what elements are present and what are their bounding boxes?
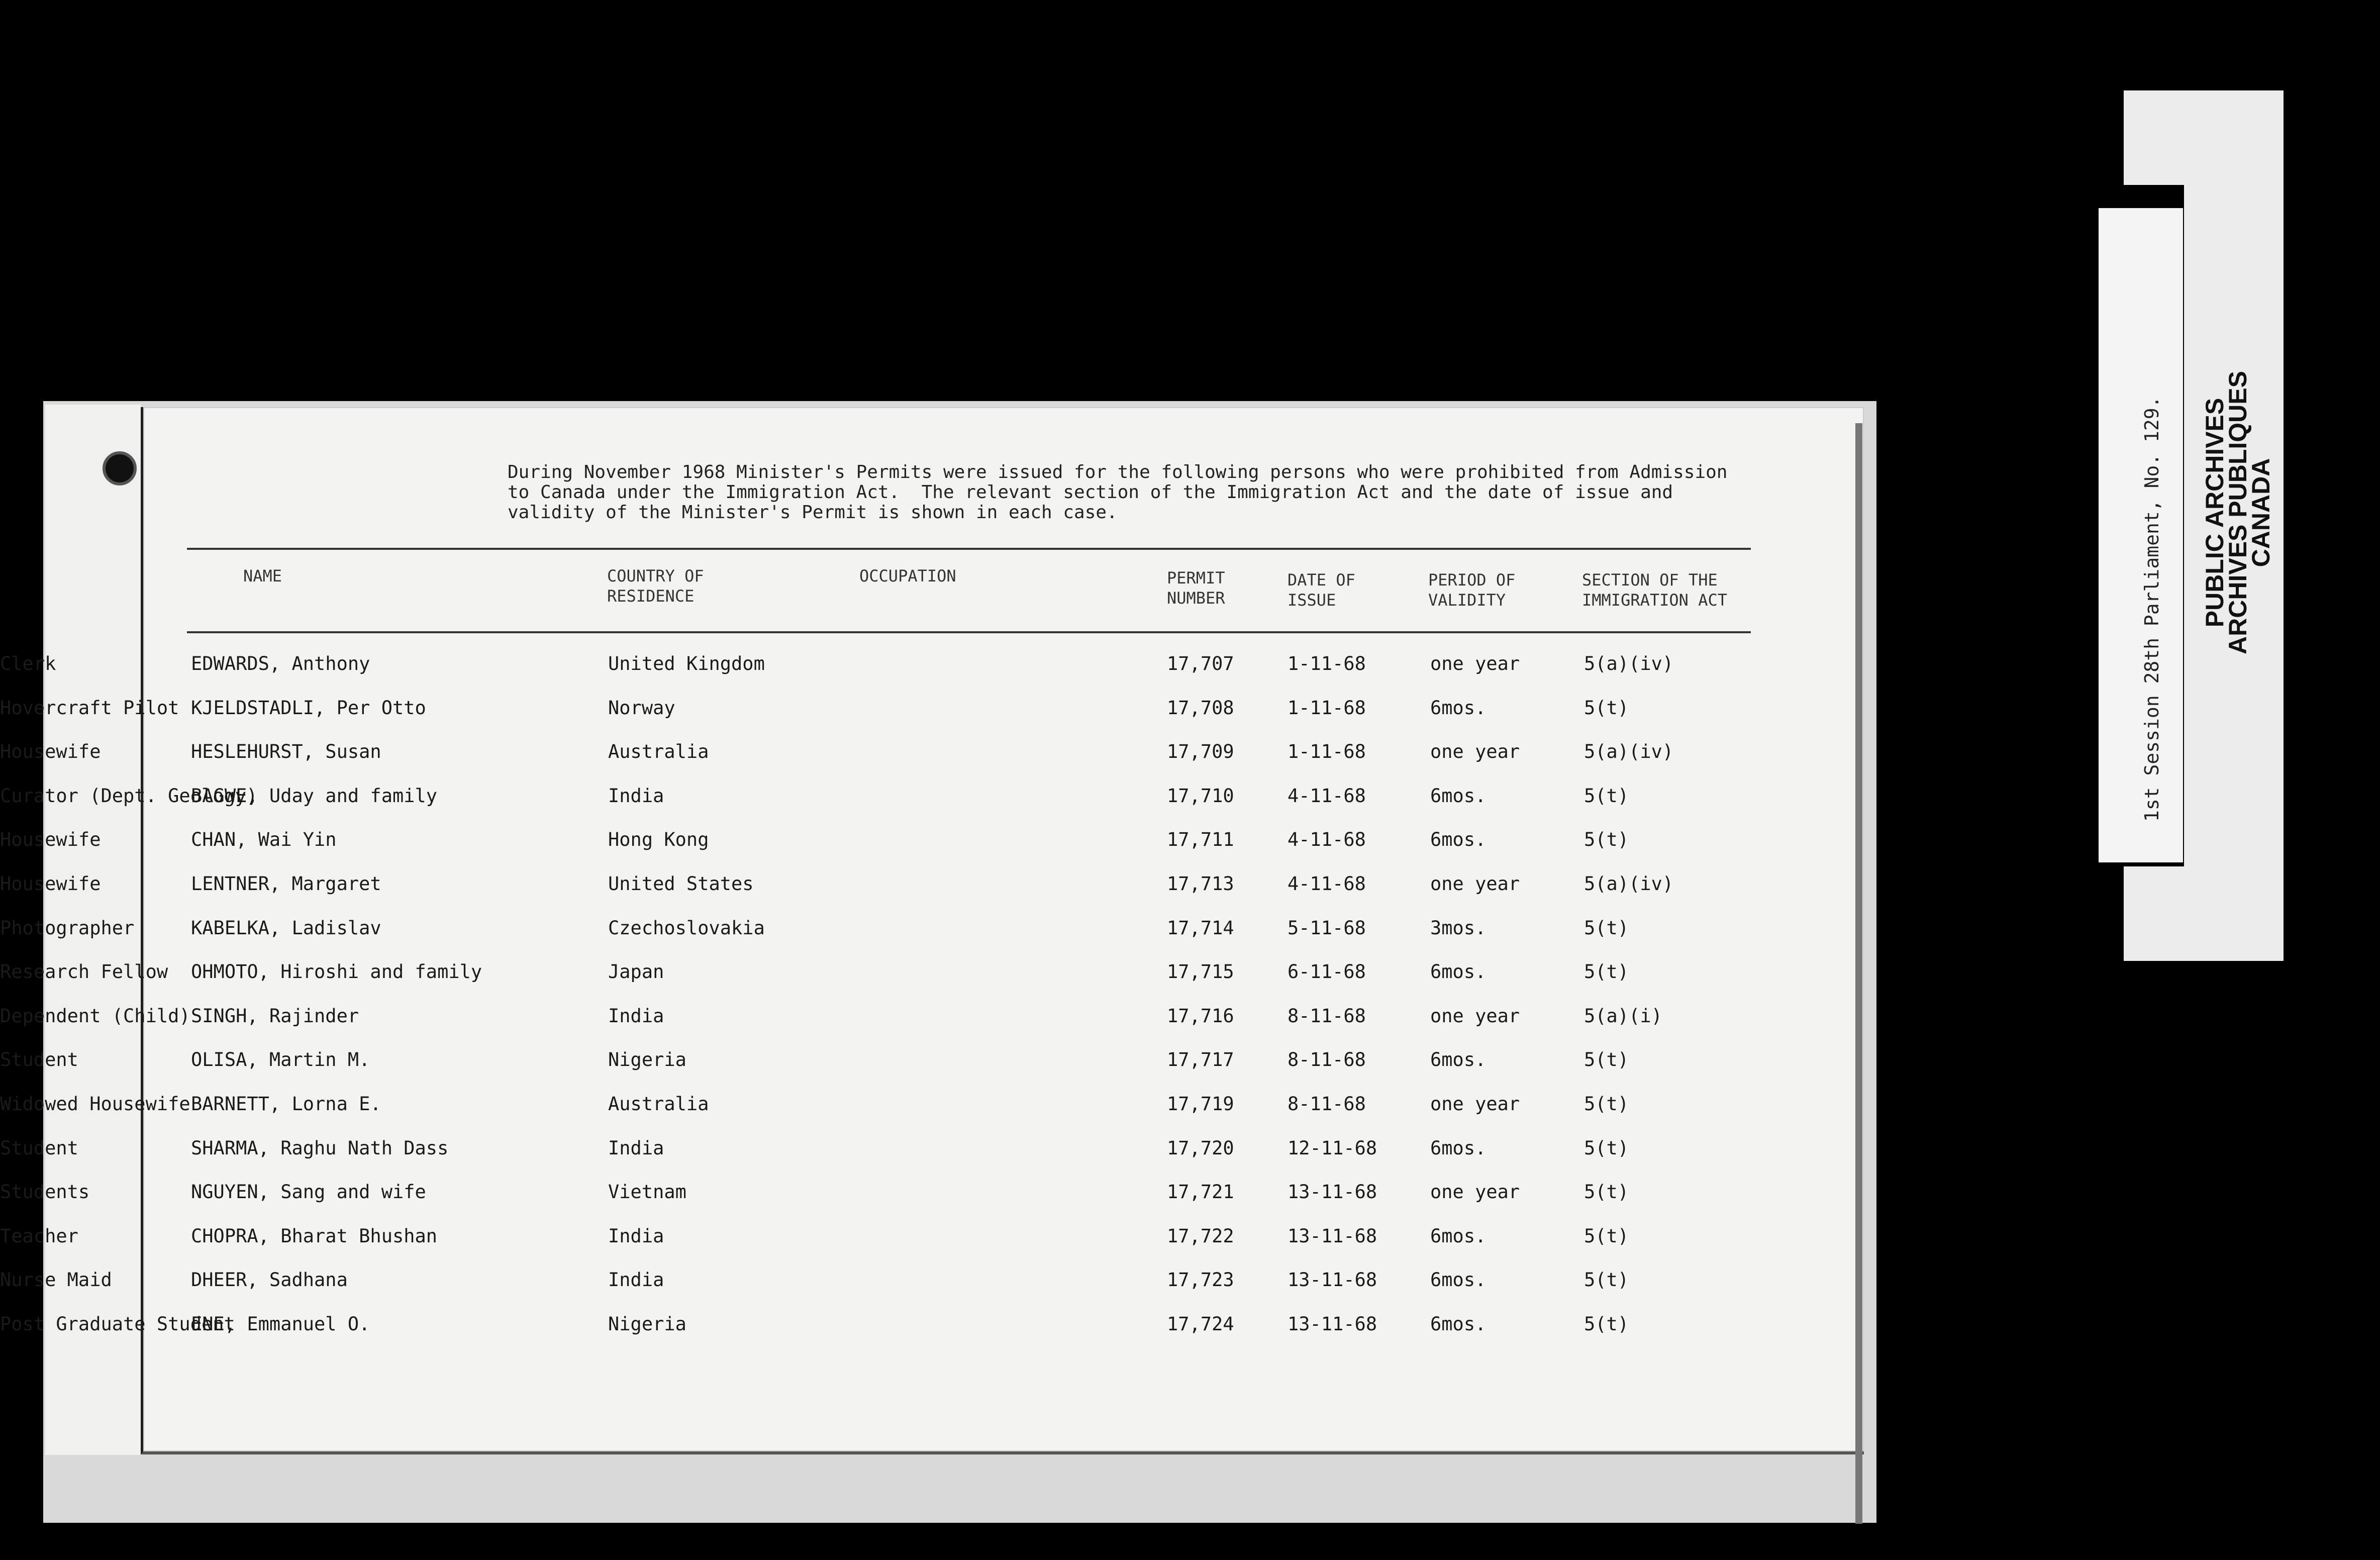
table-row (0, 739, 1861, 783)
archives-stamp (2201, 347, 2275, 678)
archives-line-3: CANADA (2247, 458, 2275, 567)
session-reference: 1st Session 28th Parliament, No. 129. (2141, 396, 2163, 822)
cell-period: 6mos. (1430, 697, 1486, 719)
cell-permit: 17,717 (1167, 1049, 1234, 1070)
cell-country: India (608, 1269, 664, 1291)
table-row (0, 1047, 1861, 1091)
cell-occupation: Research Fellow (0, 961, 168, 983)
cell-period: one year (1430, 653, 1520, 674)
cell-section: 5(a)(iv) (1584, 653, 1674, 674)
cell-name: HESLEHURST, Susan (191, 741, 381, 762)
cell-date: 1-11-68 (1287, 653, 1366, 674)
cell-permit: 17,724 (1167, 1313, 1234, 1335)
cell-country: Japan (608, 961, 664, 983)
cell-date: 1-11-68 (1287, 741, 1366, 762)
table-row (0, 916, 1861, 959)
cell-period: 6mos. (1430, 1225, 1486, 1247)
cell-name: CHOPRA, Bharat Bhushan (191, 1225, 438, 1247)
cell-country: United States (608, 873, 754, 895)
cell-date: 4-11-68 (1287, 829, 1366, 850)
cell-name: CHAN, Wai Yin (191, 829, 337, 850)
cell-date: 8-11-68 (1287, 1005, 1366, 1027)
cell-section: 5(t) (1584, 785, 1629, 807)
cell-date: 13-11-68 (1287, 1181, 1377, 1203)
cell-period: 6mos. (1430, 1049, 1486, 1070)
cell-occupation: Curator (Dept. Geology) (0, 785, 258, 807)
cell-country: United Kingdom (608, 653, 765, 674)
cell-name: OHMOTO, Hiroshi and family (191, 961, 482, 983)
cell-date: 1-11-68 (1287, 697, 1366, 719)
cell-permit: 17,713 (1167, 873, 1234, 895)
cell-name: BAGWE, Uday and family (191, 785, 438, 807)
cell-name: ENE, Emmanuel O. (191, 1313, 370, 1335)
cell-period: 6mos. (1430, 1137, 1486, 1159)
cell-occupation: Housewife (0, 873, 101, 895)
cell-country: Czechoslovakia (608, 917, 765, 939)
table-row (0, 1004, 1861, 1047)
cell-section: 5(t) (1584, 1181, 1629, 1203)
cell-section: 5(t) (1584, 1269, 1629, 1291)
punch-hole-icon (103, 451, 137, 485)
cell-period: one year (1430, 1181, 1520, 1203)
header-country: COUNTRY OF RESIDENCE (607, 566, 704, 606)
intro-paragraph: During November 1968 Minister's Permits were issued for the following persons who were prohibited from Admission to Canada under the Immigration Act. The relevant section of the Immigration Act and the date of issue and validity of the Minister's Permit is shown in each case. (508, 462, 1728, 523)
cell-name: DHEER, Sadhana (191, 1269, 348, 1291)
cell-permit: 17,710 (1167, 785, 1234, 807)
table-row (0, 1268, 1861, 1311)
cell-country: Norway (608, 697, 675, 719)
header-top-rule (187, 548, 1751, 550)
cell-country: Hong Kong (608, 829, 709, 850)
cell-date: 8-11-68 (1287, 1049, 1366, 1070)
cell-permit: 17,715 (1167, 961, 1234, 983)
cell-permit: 17,709 (1167, 741, 1234, 762)
cell-permit: 17,714 (1167, 917, 1234, 939)
cell-occupation: Teacher (0, 1225, 78, 1247)
cell-period: 6mos. (1430, 961, 1486, 983)
header-section: SECTION OF THE IMMIGRATION ACT (1582, 570, 1727, 610)
cell-period: one year (1430, 741, 1520, 762)
cell-period: one year (1430, 1005, 1520, 1027)
cell-date: 12-11-68 (1287, 1137, 1377, 1159)
cell-name: SINGH, Rajinder (191, 1005, 359, 1027)
cell-occupation: Housewife (0, 741, 101, 762)
cell-section: 5(t) (1584, 961, 1629, 983)
cell-permit: 17,720 (1167, 1137, 1234, 1159)
table-row (0, 1224, 1861, 1267)
cell-date: 13-11-68 (1287, 1225, 1377, 1247)
cell-name: LENTNER, Margaret (191, 873, 381, 895)
cell-permit: 17,722 (1167, 1225, 1234, 1247)
cell-period: 6mos. (1430, 1269, 1486, 1291)
cell-occupation: Dependent (Child) (0, 1005, 190, 1027)
cell-date: 4-11-68 (1287, 785, 1366, 807)
cell-section: 5(t) (1584, 697, 1629, 719)
cell-period: 6mos. (1430, 1313, 1486, 1335)
cell-permit: 17,723 (1167, 1269, 1234, 1291)
header-date: DATE OF ISSUE (1287, 570, 1355, 610)
cell-country: Australia (608, 1093, 709, 1115)
table-row (0, 1092, 1861, 1135)
header-period: PERIOD OF VALIDITY (1428, 570, 1516, 610)
cell-occupation: Housewife (0, 829, 101, 850)
table-row (0, 651, 1861, 695)
archives-line-2: ARCHIVES PUBLIQUES (2224, 371, 2252, 654)
cell-occupation: Clerk (0, 653, 56, 674)
cell-date: 5-11-68 (1287, 917, 1366, 939)
table-row (0, 959, 1861, 1003)
cell-occupation: Students (0, 1181, 90, 1203)
cell-section: 5(t) (1584, 917, 1629, 939)
table-row (0, 1180, 1861, 1223)
cell-permit: 17,721 (1167, 1181, 1234, 1203)
table-row (0, 784, 1861, 827)
header-permit: PERMIT NUMBER (1167, 568, 1225, 608)
table-row (0, 871, 1861, 915)
cell-section: 5(a)(iv) (1584, 873, 1674, 895)
cell-occupation: Student (0, 1137, 78, 1159)
cell-section: 5(t) (1584, 1093, 1629, 1115)
cell-period: 3mos. (1430, 917, 1486, 939)
cell-name: EDWARDS, Anthony (191, 653, 370, 674)
cell-section: 5(t) (1584, 1049, 1629, 1070)
cell-country: Australia (608, 741, 709, 762)
table-row (0, 1312, 1861, 1355)
table-row (0, 1136, 1861, 1179)
cell-date: 6-11-68 (1287, 961, 1366, 983)
cell-date: 13-11-68 (1287, 1269, 1377, 1291)
cell-country: Vietnam (608, 1181, 686, 1203)
cell-section: 5(t) (1584, 1313, 1629, 1335)
table-row (0, 827, 1861, 870)
cell-permit: 17,707 (1167, 653, 1234, 674)
cell-section: 5(a)(iv) (1584, 741, 1674, 762)
cell-name: OLISA, Martin M. (191, 1049, 370, 1070)
cell-permit: 17,708 (1167, 697, 1234, 719)
cell-permit: 17,711 (1167, 829, 1234, 850)
cell-period: 6mos. (1430, 785, 1486, 807)
cell-country: India (608, 785, 664, 807)
table-row (0, 696, 1861, 739)
cell-name: BARNETT, Lorna E. (191, 1093, 381, 1115)
cell-section: 5(t) (1584, 1225, 1629, 1247)
cell-country: India (608, 1005, 664, 1027)
cell-section: 5(t) (1584, 1137, 1629, 1159)
cell-permit: 17,716 (1167, 1005, 1234, 1027)
cell-occupation: Post Graduate Student (0, 1313, 235, 1335)
cell-occupation: Student (0, 1049, 78, 1070)
header-name: NAME (243, 566, 282, 586)
cell-occupation: Nurse Maid (0, 1269, 112, 1291)
header-bottom-rule (187, 631, 1751, 633)
cell-country: India (608, 1225, 664, 1247)
cell-section: 5(t) (1584, 829, 1629, 850)
cell-occupation: Widowed Housewife (0, 1093, 190, 1115)
cell-name: KJELDSTADLI, Per Otto (191, 697, 426, 719)
cell-country: Nigeria (608, 1049, 686, 1070)
cell-date: 13-11-68 (1287, 1313, 1377, 1335)
cell-name: NGUYEN, Sang and wife (191, 1181, 426, 1203)
cell-country: India (608, 1137, 664, 1159)
cell-period: one year (1430, 873, 1520, 895)
cell-date: 4-11-68 (1287, 873, 1366, 895)
cell-occupation: Hovercraft Pilot (0, 697, 179, 719)
cell-period: one year (1430, 1093, 1520, 1115)
cell-name: KABELKA, Ladislav (191, 917, 381, 939)
cell-permit: 17,719 (1167, 1093, 1234, 1115)
cell-date: 8-11-68 (1287, 1093, 1366, 1115)
cell-occupation: Photographer (0, 917, 135, 939)
cell-country: Nigeria (608, 1313, 686, 1335)
archives-line-1: PUBLIC ARCHIVES (2201, 398, 2229, 628)
cell-section: 5(a)(i) (1584, 1005, 1662, 1027)
cell-name: SHARMA, Raghu Nath Dass (191, 1137, 449, 1159)
header-occupation: OCCUPATION (859, 566, 956, 586)
cell-period: 6mos. (1430, 829, 1486, 850)
